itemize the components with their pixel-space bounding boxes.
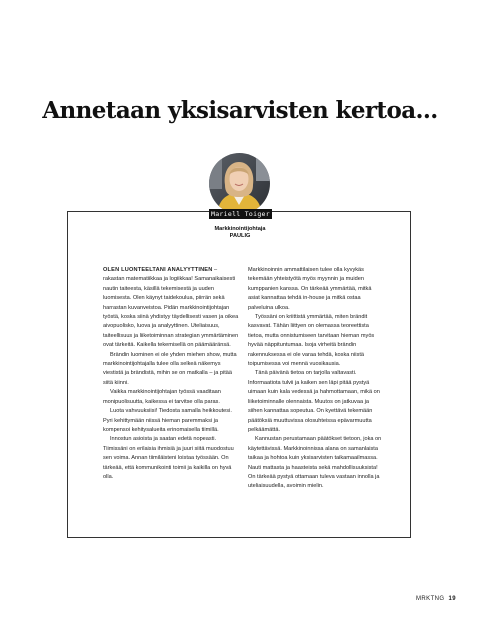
magazine-name: MRKTNG [416,596,445,602]
article-paragraph: Vaikka markkinointijohtajan työssä vaaditaan monipuolisuutta, kaikessa ei tarvitse olla paras. [103,389,221,405]
article-headline: Annetaan yksisarvisten kertoa... [42,97,438,124]
author-title: Markkinointijohtaja [214,226,266,232]
author-name-tag: Mariell Toiger [211,210,270,218]
article-column-left [103,266,239,482]
article-paragraph: OLEN LUONTEELTANI ANALYYTTINEN – rakastan matematiikkaa ja logiikkaa! Samanaikaisesti nautin taiteesta, käsillä tekemisestä ja uuden luomisesta. Olen käynyt taidekoulua, piirrän sekä harrastan kuvanveistoa. Pidän markkinointijohtajan työstä, koska siinä yhdistyy täydellisesti vasen ja oikea aivopuolisko, luova ja analyyttinen. Uteliaisuus, taiteellisuus ja liiketoiminnan strategian ymmärtäminen ovat tärkeitä. Kaikella tekemisellä on päämääränsä. [103,267,239,349]
article-paragraph: Tänä päivänä tietoa on tarjolla valtavasti. Informaatiota tulvii ja kaiken sen läpi pitää pystyä uimaan kuin kala vedessä ja hahmottamaan, mikä on liiketoiminnalle olennaista. Muutos on jatkuvaa ja siihen kannattaa sopeutua. On kyettävä tekemään päätöksiä muuttuvissa olosuhteissa epävarmuutta pelkäämättä. [248,370,380,433]
article-paragraph: Markkinoinnin ammattilaisen tulee olla kyvykäs tekemään yhteistyötä myös myynnin ja muiden kumppanien kanssa. On tärkeää ymmärtää, mitkä asiat kannattaa tehdä in-house ja mitkä ostaa palveluina ulkoa. [248,267,372,311]
page-footer [416,596,456,602]
author-company: PAULIG [229,233,251,239]
page-number: 19 [448,596,456,602]
article-paragraph: Luota vahvuuksiisi! Tiedosta samalla heikkoutesi. Pyri kehittymään niissä hieman paremmaksi ja kompensoi kehitysalueita erinomaisella tiimillä. [103,408,232,433]
article-paragraph: Työssäni on kriittistä ymmärtää, miten brändit kasvavat. Tähän liittyen on olemassa teoreettista tietoa, mutta onnistumiseen tarvitaan hieman myös hyvää näppituntumaa. Isoja virheitä brändin rakennuksessa ei ole varaa tehdä, koska niistä toipumisessa voi mennä vuosikausia. [248,314,375,368]
article-paragraph: Brändin luominen ei ole yhden miehen show, mutta markkinointijohtajalla tulee olla selkeä näkemys viestistä ja brändistä, mihin se on matkalla – ja pitää siitä kiinni. [103,351,237,386]
article-paragraph: Kannustan perustamaan päätökset tietoon, joka on käytettävissä. Markkinoinnissa alana on samanlaista taikaa ja hohtoa kuin yksisarvisten taikamaailmassa. Nauti mattasta ja haasteista sekä mahdollisuuksista! On tärkeää pystyä ottamaan tuleva vastaan innolla ja uteliaisuudella, avoimin mielin. [248,436,382,490]
article-paragraph: Innostun asioista ja saatan edetä nopeasti. Tiimissäni on erilaisia ihmisiä ja juuri siitä muodostuu sen voima. Annan tiimiläisteni loistaa työssään. On tärkeää, että kommunikointi toimii ja kaikilla on hyvä olla. [103,436,234,480]
author-portrait [209,153,270,214]
article-column-right [248,266,384,492]
author-role [180,226,300,240]
article-lead: OLEN LUONTEELTANI ANALYYTTINEN [103,267,213,273]
